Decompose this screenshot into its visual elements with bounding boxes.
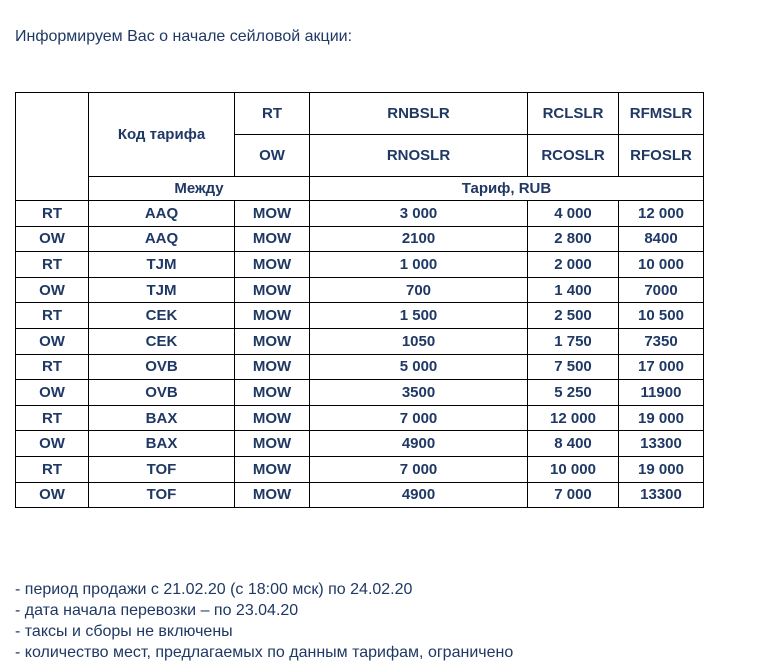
origin-cell: TOF (89, 456, 235, 482)
trip-type-cell: RT (16, 405, 89, 431)
header-row-labels (16, 177, 704, 201)
destination-cell: MOW (235, 482, 310, 508)
trip-type-cell: OW (16, 328, 89, 354)
fare-cell: 5 000 (310, 354, 528, 380)
destination-cell: MOW (235, 226, 310, 252)
fare-cell: 3 000 (310, 201, 528, 227)
trip-type-cell: RT (16, 201, 89, 227)
fare-cell: 7 500 (528, 354, 619, 380)
fare-cell: 2100 (310, 226, 528, 252)
tariff-rub-label: Тариф, RUB (310, 177, 704, 201)
fare-cell: 12 000 (528, 405, 619, 431)
table-row (16, 482, 704, 508)
fare-cell: 19 000 (619, 405, 704, 431)
origin-cell: AAQ (89, 201, 235, 227)
fare-cell: 4900 (310, 482, 528, 508)
origin-cell: BAX (89, 431, 235, 457)
table-row (16, 277, 704, 303)
table-row (16, 354, 704, 380)
origin-cell: TJM (89, 252, 235, 278)
note-travel-date: - дата начала перевозки – по 23.04.20 (15, 602, 299, 619)
code-ow-2: RCOSLR (528, 135, 619, 177)
destination-cell: MOW (235, 354, 310, 380)
origin-cell: CEK (89, 328, 235, 354)
intro-text: Информируем Вас о начале сейловой акции: (15, 28, 353, 45)
fare-cell: 12 000 (619, 201, 704, 227)
destination-cell: MOW (235, 303, 310, 329)
rt-label: RT (235, 93, 310, 135)
fare-cell: 2 800 (528, 226, 619, 252)
origin-cell: AAQ (89, 226, 235, 252)
destination-cell: MOW (235, 380, 310, 406)
fare-cell: 19 000 (619, 456, 704, 482)
destination-cell: MOW (235, 405, 310, 431)
notes-list (15, 579, 513, 663)
fare-cell: 700 (310, 277, 528, 303)
trip-type-cell: RT (16, 252, 89, 278)
table-row (16, 303, 704, 329)
code-rt-1: RNBSLR (310, 93, 528, 135)
destination-cell: MOW (235, 277, 310, 303)
fare-cell: 17 000 (619, 354, 704, 380)
trip-type-cell: OW (16, 277, 89, 303)
fare-cell: 7350 (619, 328, 704, 354)
table-row (16, 456, 704, 482)
fare-cell: 1 000 (310, 252, 528, 278)
fare-cell: 2 000 (528, 252, 619, 278)
trip-type-cell: RT (16, 354, 89, 380)
code-rt-3: RFMSLR (619, 93, 704, 135)
fare-cell: 8 400 (528, 431, 619, 457)
destination-cell: MOW (235, 328, 310, 354)
code-ow-1: RNOSLR (310, 135, 528, 177)
empty-header-cell (16, 93, 89, 201)
fare-cell: 4 000 (528, 201, 619, 227)
fare-cell: 3500 (310, 380, 528, 406)
trip-type-cell: RT (16, 456, 89, 482)
origin-cell: OVB (89, 354, 235, 380)
trip-type-cell: OW (16, 482, 89, 508)
fare-cell: 1 400 (528, 277, 619, 303)
code-ow-3: RFOSLR (619, 135, 704, 177)
origin-cell: OVB (89, 380, 235, 406)
destination-cell: MOW (235, 431, 310, 457)
fare-cell: 13300 (619, 482, 704, 508)
code-rt-2: RCLSLR (528, 93, 619, 135)
fare-cell: 2 500 (528, 303, 619, 329)
ow-label: OW (235, 135, 310, 177)
fare-table (15, 92, 704, 508)
fare-cell: 1050 (310, 328, 528, 354)
fare-cell: 13300 (619, 431, 704, 457)
fare-cell: 8400 (619, 226, 704, 252)
note-taxes: - таксы и сборы не включены (15, 623, 233, 640)
note-sale-period: - период продажи с 21.02.20 (с 18:00 мск) по 24.02.20 (15, 581, 413, 598)
fare-cell: 4900 (310, 431, 528, 457)
between-label: Между (89, 177, 310, 201)
destination-cell: MOW (235, 201, 310, 227)
fare-cell: 1 750 (528, 328, 619, 354)
fare-cell: 11900 (619, 380, 704, 406)
trip-type-cell: OW (16, 226, 89, 252)
tariff-code-label: Код тарифа (89, 93, 235, 177)
fare-cell: 5 250 (528, 380, 619, 406)
table-row (16, 431, 704, 457)
trip-type-cell: RT (16, 303, 89, 329)
origin-cell: TJM (89, 277, 235, 303)
fare-cell: 7000 (619, 277, 704, 303)
header-row-rt (16, 93, 704, 135)
table-row (16, 252, 704, 278)
table-row (16, 226, 704, 252)
trip-type-cell: OW (16, 380, 89, 406)
trip-type-cell: OW (16, 431, 89, 457)
destination-cell: MOW (235, 252, 310, 278)
fare-cell: 7 000 (310, 456, 528, 482)
fare-cell: 10 000 (528, 456, 619, 482)
origin-cell: CEK (89, 303, 235, 329)
origin-cell: BAX (89, 405, 235, 431)
destination-cell: MOW (235, 456, 310, 482)
fare-cell: 7 000 (528, 482, 619, 508)
table-row (16, 328, 704, 354)
fare-cell: 10 000 (619, 252, 704, 278)
fare-cell: 7 000 (310, 405, 528, 431)
fare-cell: 10 500 (619, 303, 704, 329)
origin-cell: TOF (89, 482, 235, 508)
table-row (16, 405, 704, 431)
fare-cell: 1 500 (310, 303, 528, 329)
table-row (16, 380, 704, 406)
table-row (16, 201, 704, 227)
note-seats-limited: - количество мест, предлагаемых по данным тарифам, ограничено (15, 644, 514, 661)
